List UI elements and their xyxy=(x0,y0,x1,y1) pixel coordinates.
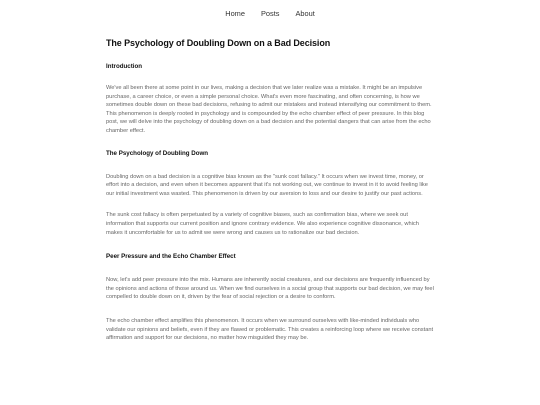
nav-link-posts[interactable]: Posts xyxy=(260,8,280,18)
section-heading-psychology: The Psychology of Doubling Down xyxy=(106,149,209,157)
top-navigation xyxy=(0,0,540,26)
paragraph-sunk-cost: Doubling down on a bad decision is a cognitive bias known as the "sunk cost fallacy." It occurs when we invest time, money, or effort into a decision, and even when it becomes apparent that it's not working out, we continue to invest in it to avoid feeling like our initial investment was wasted. This phenomenon is driven by our aversion to loss and our desire to justify our past actions. xyxy=(106,173,428,197)
paragraph-introduction: We've all been there at some point in our lives, making a decision that we later realize was a mistake. It might be an impulsive purchase, a career choice, or even a simple personal choice. What's even more fascinating, and often concerning, is how we sometimes double down on these bad decisions, refusing to admit our mistakes and instead intensifying our commitment to them. This phenomenon is deeply rooted in psychology and is compounded by the echo chamber effect of peer pressure. In this blog post, we will delve into the psychology of doubling down on a bad decision and the potential dangers that can arise from the echo chamber effect. xyxy=(106,85,432,134)
section-heading-peer-pressure: Peer Pressure and the Echo Chamber Effect xyxy=(106,253,236,261)
article-title: The Psychology of Doubling Down on a Bad Decision xyxy=(106,38,331,48)
section-heading-introduction: Introduction xyxy=(106,63,143,70)
paragraph-echo-chamber: The echo chamber effect amplifies this phenomenon. It occurs when we surround ourselves with like-minded individuals who validate our opinions and beliefs, even if they are flawed or problematic. This creates a reinforcing loop where we receive constant affirmation and support for our decisions, no matter how misguided they may be. xyxy=(106,317,434,342)
nav-link-about[interactable]: About xyxy=(295,8,315,18)
nav-link-home[interactable]: Home xyxy=(225,8,245,18)
paragraph-cognitive-biases: The sunk cost fallacy is often perpetuated by a variety of cognitive biases, such as confirmation bias, where we seek out information that supports our current position and ignore contrary evidence. We also experience cognitive dissonance, which makes it uncomfortable for us to admit we were wrong and causes us to rationalize our bad decision. xyxy=(106,212,419,236)
paragraph-peer-pressure: Now, let's add peer pressure into the mix. Humans are inherently social creatures, and our decisions are frequently influenced by the opinions and actions of those around us. When we find ourselves in a social group that supports our bad decision, we may feel compelled to double down on it, driven by the fear of social rejection or a desire to conform. xyxy=(106,277,434,301)
blog-article xyxy=(106,37,436,343)
